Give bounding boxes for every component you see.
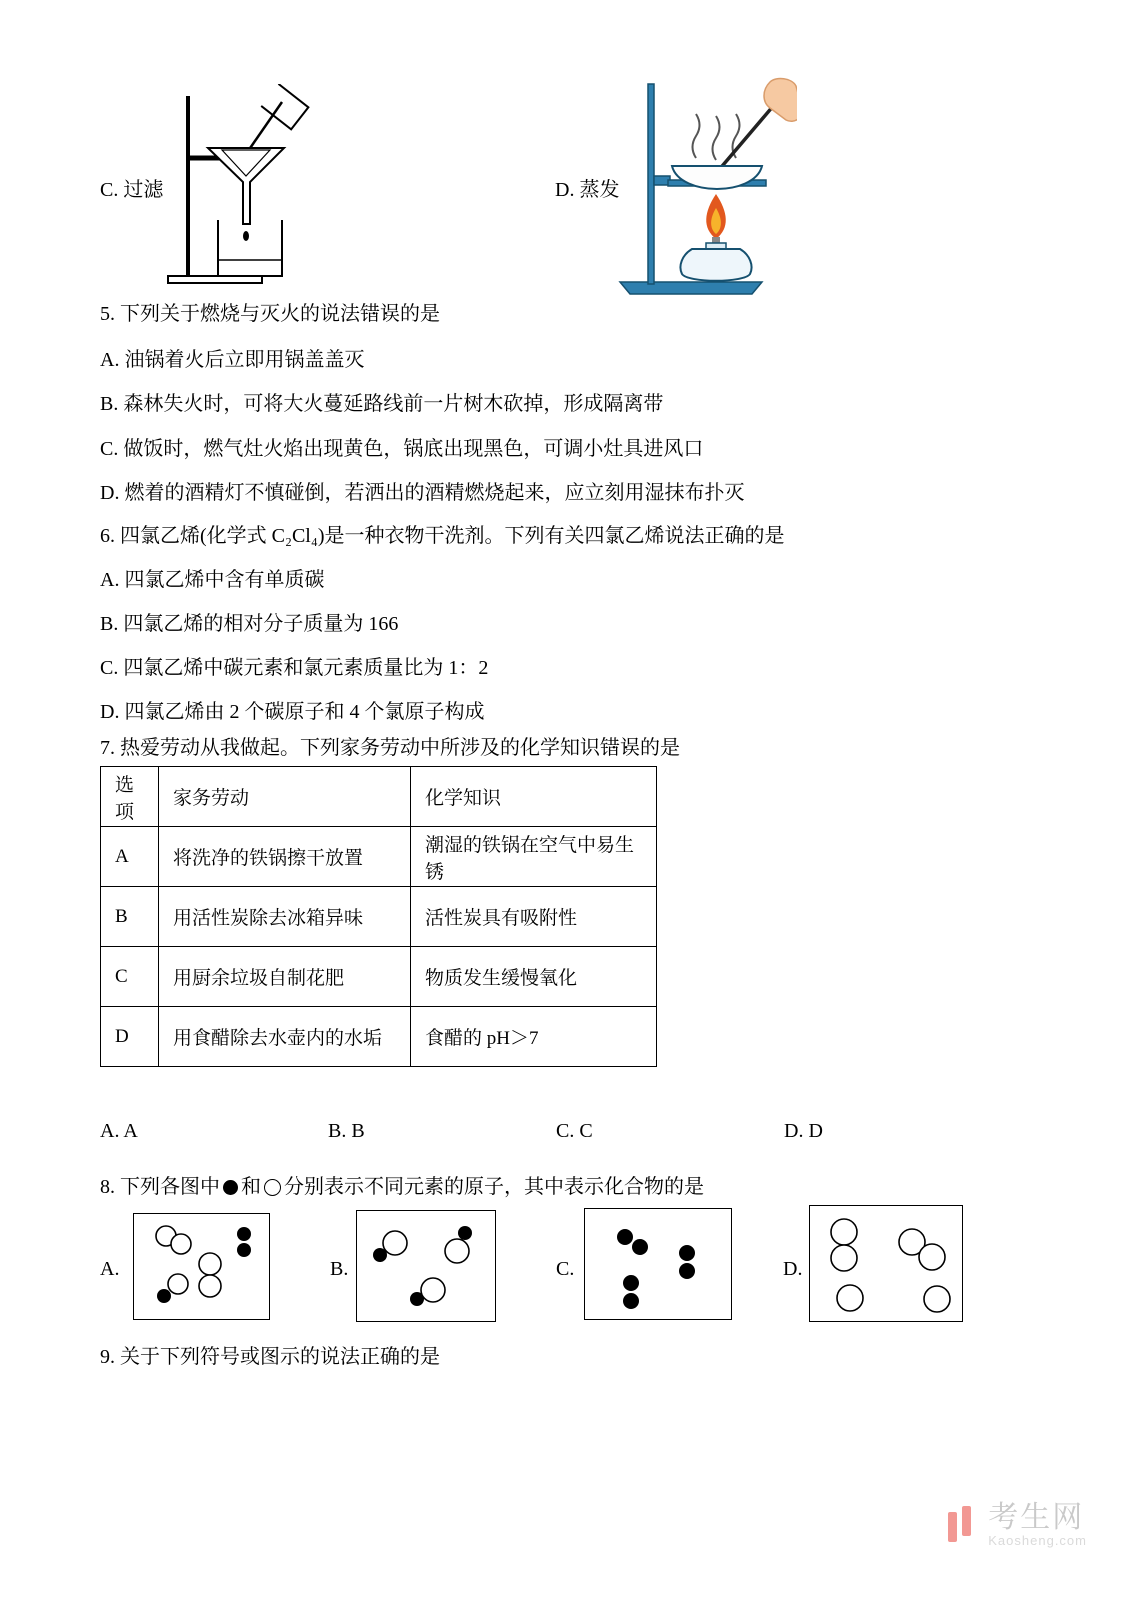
q7-cell-d-housework: 用食醋除去水壶内的水垢	[159, 1007, 411, 1067]
watermark-text	[988, 1502, 1087, 1549]
watermark-site-name: 考生网	[988, 1500, 1085, 1534]
q8-molecule-diagram-a	[134, 1214, 268, 1318]
q5-option-a: A. 油锅着火后立即用锅盖盖灭	[100, 349, 365, 371]
q8-label-a: A.	[100, 1258, 120, 1280]
q6-option-d: D. 四氯乙烯由 2 个碳原子和 4 个氯原子构成	[100, 701, 485, 723]
q5-option-c: C. 做饭时，燃气灶火焰出现黄色，锅底出现黑色，可调小灶具进风口	[100, 438, 704, 460]
q7-table-row-c	[101, 947, 657, 1007]
q7-header-knowledge: 化学知识	[411, 767, 657, 827]
q7-cell-a-knowledge: 潮湿的铁锅在空气中易生锈	[411, 827, 657, 887]
question-5-stem	[100, 297, 440, 326]
q8-diagram-c-box	[584, 1208, 732, 1320]
question-9-stem: 9. 关于下列符号或图示的说法正确的是	[100, 1346, 440, 1368]
q7-cell-b-option: B	[101, 887, 159, 947]
q6-option-c: C. 四氯乙烯中碳元素和氯元素质量比为 1：2	[100, 657, 489, 679]
evaporation-apparatus-diagram	[612, 76, 797, 298]
q5-stem-pre: 5. 下列关于燃烧与灭火的说法	[100, 303, 360, 325]
q8-molecule-diagram-d	[810, 1206, 961, 1320]
question-6-stem: 6. 四氯乙烯(化学式 C₂Cl₄)是一种衣物干洗剂。下列有关四氯乙烯说法正确的是	[100, 525, 785, 547]
q5-stem-post: 的是	[400, 303, 440, 325]
q7-answer-c: C. C	[556, 1120, 593, 1142]
question-8-stem	[100, 1170, 704, 1199]
watermark-site-domain: Kaosheng.com	[988, 1533, 1087, 1548]
q8-diagram-d-box	[809, 1205, 963, 1322]
option-c-filtration-label: C. 过滤	[100, 179, 164, 201]
q7-header-housework: 家务劳动	[159, 767, 411, 827]
q7-cell-b-housework: 用活性炭除去冰箱异味	[159, 887, 411, 947]
q7-cell-d-option: D	[101, 1007, 159, 1067]
q7-table-header-row	[101, 767, 657, 827]
q7-answer-b: B. B	[328, 1120, 365, 1142]
filtration-apparatus-diagram	[166, 84, 316, 289]
q8-molecule-diagram-c	[585, 1209, 730, 1318]
q7-table-row-d	[101, 1007, 657, 1067]
kaosheng-logo-icon	[946, 1506, 980, 1544]
q7-cell-b-knowledge: 活性炭具有吸附性	[411, 887, 657, 947]
q8-diagram-a-box	[133, 1213, 270, 1320]
q5-option-d: D. 燃着的酒精灯不慎碰倒，若洒出的酒精燃烧起来，应立刻用湿抹布扑灭	[100, 482, 745, 504]
q7-housework-table	[100, 766, 657, 1067]
q6-option-b: B. 四氯乙烯的相对分子质量为 166	[100, 613, 399, 635]
q8-stem-post: 分别表示不同元素的原子，其中表示化合物的是	[284, 1176, 704, 1198]
q7-stem-pre: 7. 热爱劳动从我做起。下列家务劳动中所涉及的化学知识	[100, 737, 600, 759]
q7-answer-a: A. A	[100, 1120, 138, 1142]
q7-cell-c-option: C	[101, 947, 159, 1007]
q7-cell-c-knowledge: 物质发生缓慢氧化	[411, 947, 657, 1007]
q7-cell-d-knowledge: 食醋的 pH＞7	[411, 1007, 657, 1067]
kaosheng-watermark	[946, 1502, 1087, 1549]
q8-stem-mid: 和	[241, 1176, 261, 1198]
q8-label-d: D.	[783, 1258, 803, 1280]
q8-diagram-b-box	[356, 1210, 496, 1322]
q7-answer-d: D. D	[784, 1120, 823, 1142]
q7-stem-post: 的是	[640, 737, 680, 759]
q8-molecule-diagram-b	[357, 1211, 494, 1320]
q8-label-c: C.	[556, 1258, 575, 1280]
filled-atom-icon	[223, 1180, 238, 1195]
q7-cell-c-housework: 用厨余垃圾自制花肥	[159, 947, 411, 1007]
question-7-stem	[100, 731, 680, 760]
q6-option-a: A. 四氯乙烯中含有单质碳	[100, 569, 325, 591]
q5-stem-emphasis: 错误 • •	[360, 297, 400, 326]
logo-bar-right	[962, 1506, 971, 1536]
q5-option-b: B. 森林失火时，可将大火蔓延路线前一片树木砍掉，形成隔离带	[100, 393, 664, 415]
q7-cell-a-option: A	[101, 827, 159, 887]
option-d-evaporation-label: D. 蒸发	[555, 179, 620, 201]
q7-table-row-a	[101, 827, 657, 887]
q7-cell-a-housework: 将洗净的铁锅擦干放置	[159, 827, 411, 887]
open-atom-icon	[264, 1179, 281, 1196]
logo-bar-left	[948, 1512, 957, 1542]
q8-label-b: B.	[330, 1258, 349, 1280]
q8-stem-pre: 8. 下列各图中	[100, 1176, 220, 1198]
q7-header-option: 选项	[101, 767, 159, 827]
q7-table-row-b	[101, 887, 657, 947]
q7-stem-emphasis: 错误 • •	[600, 731, 640, 760]
